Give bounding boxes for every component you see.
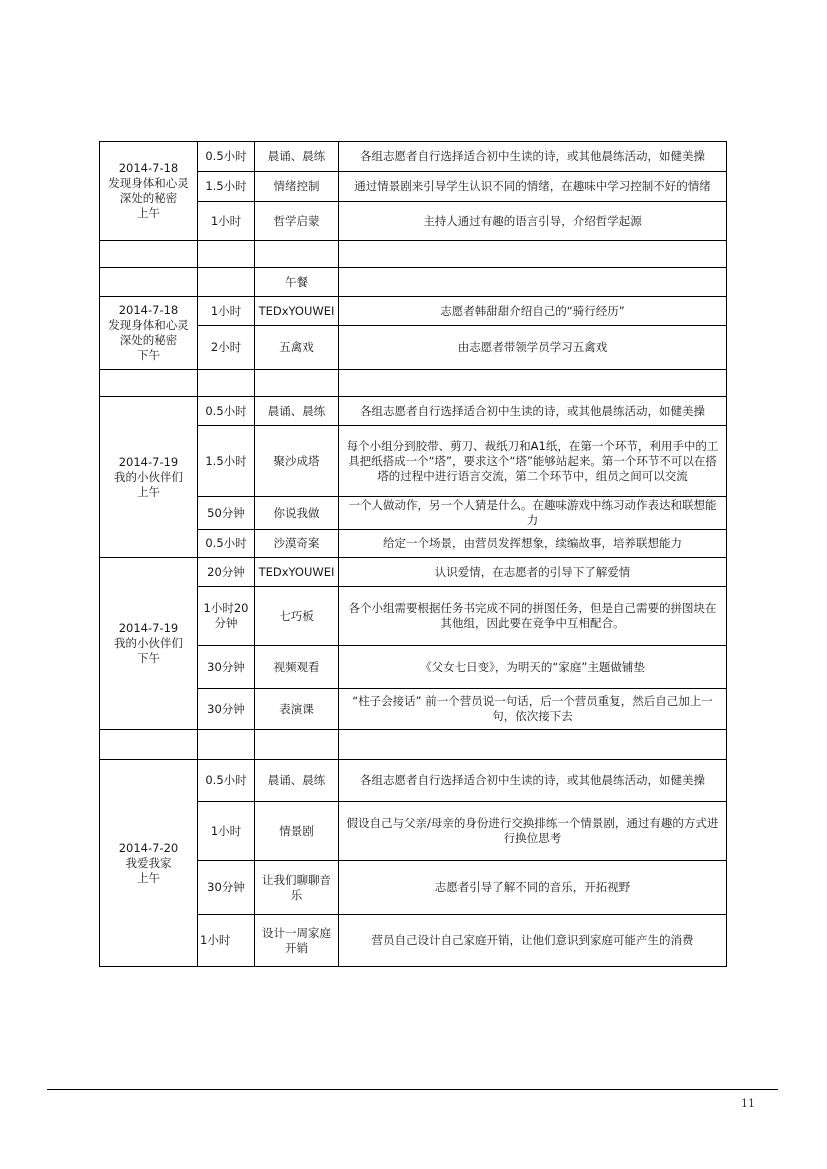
duration-cell: 30分钟 xyxy=(198,861,255,915)
activity-cell: 五禽戏 xyxy=(255,326,339,370)
activity-cell: 设计一周家庭开销 xyxy=(255,915,339,967)
description-cell: 营员自己设计自己家庭开销，让他们意识到家庭可能产生的消费 xyxy=(339,915,727,967)
description-cell: 《父女七日变》，为明天的“家庭”主题做铺垫 xyxy=(339,646,727,689)
activity-cell: 晨诵、晨练 xyxy=(255,397,339,426)
session-date: 2014-7-19 xyxy=(118,621,179,635)
duration-cell: 1小时20分钟 xyxy=(198,587,255,646)
duration-cell: 1小时 xyxy=(198,915,255,967)
duration-cell: 0.5小时 xyxy=(198,397,255,426)
description-cell: 主持人通过有趣的语言引导，介绍哲学起源 xyxy=(339,202,727,241)
session-date: 2014-7-18 xyxy=(118,303,179,317)
activity-cell: 哲学启蒙 xyxy=(255,202,339,241)
duration-cell: 1.5小时 xyxy=(198,172,255,202)
activity-cell: 情景剧 xyxy=(255,802,339,861)
session-cell xyxy=(100,760,198,967)
description-cell: 各组志愿者自行选择适合初中生读的诗，或其他晨练活动，如健美操 xyxy=(339,760,727,802)
duration-cell: 1.5小时 xyxy=(198,426,255,497)
duration-cell: 50分钟 xyxy=(198,497,255,530)
session-period: 下午 xyxy=(137,651,160,665)
page-number: 11 xyxy=(741,1097,755,1110)
description-cell: 各组志愿者自行选择适合初中生读的诗，或其他晨练活动，如健美操 xyxy=(339,397,727,426)
duration-cell: 1小时 xyxy=(198,202,255,241)
session-cell xyxy=(100,297,198,370)
session-period: 上午 xyxy=(137,206,160,220)
session-cell xyxy=(100,142,198,241)
session-theme: 我爱我家 xyxy=(125,855,172,870)
duration-cell: 20分钟 xyxy=(198,558,255,587)
description-cell: 给定一个场景，由营员发挥想象，续编故事，培养联想能力 xyxy=(339,530,727,558)
schedule-table xyxy=(99,141,727,967)
description-cell: 各组志愿者自行选择适合初中生读的诗，或其他晨练活动，如健美操 xyxy=(339,142,727,172)
spacer-row xyxy=(100,730,727,760)
session-period: 上午 xyxy=(137,870,160,885)
activity-cell: 表演课 xyxy=(255,689,339,730)
session-period: 下午 xyxy=(137,348,160,362)
description-cell: 一个人做动作，另一个人猜是什么。在趣味游戏中练习动作表达和联想能力 xyxy=(339,497,727,530)
table-row xyxy=(100,760,727,802)
duration-cell: 1小时 xyxy=(198,297,255,326)
activity-cell: TEDxYOUWEI xyxy=(255,558,339,587)
session-date: 2014-7-20 xyxy=(118,840,179,855)
session-period: 上午 xyxy=(137,484,160,499)
table-row xyxy=(100,297,727,326)
activity-cell: 情绪控制 xyxy=(255,172,339,202)
description-cell: 假设自己与父亲/母亲的身份进行交换排练一个情景剧，通过有趣的方式进行换位思考 xyxy=(339,802,727,861)
description-cell: 认识爱情，在志愿者的引导下了解爱情 xyxy=(339,558,727,587)
activity-cell: 你说我做 xyxy=(255,497,339,530)
lunch-row xyxy=(100,268,727,297)
spacer-row xyxy=(100,241,727,268)
duration-cell: 30分钟 xyxy=(198,689,255,730)
description-cell: “柱子会接话” 前一个营员说一句话，后一个营员重复，然后自己加上一句，依次接下去 xyxy=(339,689,727,730)
table-row xyxy=(100,142,727,172)
footer-divider xyxy=(47,1089,778,1090)
table-row xyxy=(100,558,727,587)
description-cell: 由志愿者带领学员学习五禽戏 xyxy=(339,326,727,370)
table-row xyxy=(100,397,727,426)
duration-cell: 30分钟 xyxy=(198,646,255,689)
activity-cell: 让我们聊聊音乐 xyxy=(255,861,339,915)
description-cell: 志愿者韩甜甜介绍自己的“骑行经历” xyxy=(339,297,727,326)
duration-cell: 2小时 xyxy=(198,326,255,370)
description-cell: 通过情景剧来引导学生认识不同的情绪，在趣味中学习控制不好的情绪 xyxy=(339,172,727,202)
duration-cell: 0.5小时 xyxy=(198,142,255,172)
session-date: 2014-7-18 xyxy=(118,161,179,175)
activity-cell: 视频观看 xyxy=(255,646,339,689)
activity-cell: 七巧板 xyxy=(255,587,339,646)
session-date: 2014-7-19 xyxy=(118,454,179,469)
session-cell xyxy=(100,558,198,730)
activity-cell: 沙漠奇案 xyxy=(255,530,339,558)
session-theme: 发现身体和心灵深处的秘密 xyxy=(108,176,189,205)
duration-cell: 0.5小时 xyxy=(198,530,255,558)
lunch-cell: 午餐 xyxy=(255,268,339,297)
spacer-row xyxy=(100,370,727,397)
session-theme: 我的小伙伴们 xyxy=(114,469,183,484)
description-cell: 每个小组分到胶带、剪刀、裁纸刀和A1纸，在第一个环节，利用手中的工具把纸搭成一个“塔”，要求这个“塔”能够站起来。第一个环节不可以在搭塔的过程中进行语言交流，第二个环节中，组员之间可以交流 xyxy=(339,426,727,497)
duration-cell: 1小时 xyxy=(198,802,255,861)
session-theme: 我的小伙伴们 xyxy=(114,636,183,650)
activity-cell: 晨诵、晨练 xyxy=(255,142,339,172)
activity-cell: 晨诵、晨练 xyxy=(255,760,339,802)
duration-cell: 0.5小时 xyxy=(198,760,255,802)
activity-cell: TEDxYOUWEI xyxy=(255,297,339,326)
activity-cell: 聚沙成塔 xyxy=(255,426,339,497)
description-cell: 志愿者引导了解不同的音乐，开拓视野 xyxy=(339,861,727,915)
session-cell xyxy=(100,397,198,558)
description-cell: 各个小组需要根据任务书完成不同的拼图任务，但是自己需要的拼图块在其他组，因此要在竞争中互相配合。 xyxy=(339,587,727,646)
session-theme: 发现身体和心灵深处的秘密 xyxy=(108,318,189,347)
